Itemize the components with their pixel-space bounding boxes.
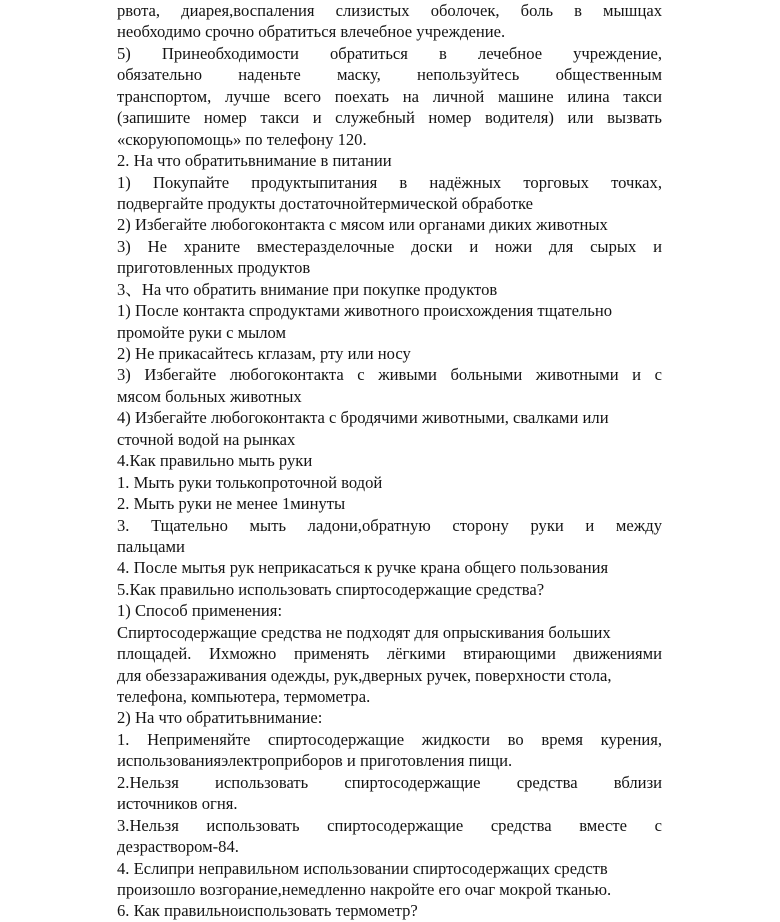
- text-line: телефона, компьютера, термометра.: [117, 687, 371, 706]
- text-line: 6. Как правильноиспользовать термометр?: [117, 901, 418, 921]
- text-line: площадей. Ихможно применять лёгкими втирающими движениями: [117, 644, 662, 664]
- text-line: 3) Избегайте любогоконтакта с живыми больными животными и с: [117, 365, 662, 385]
- text-line: 5) Принеобходимости обратиться в лечебное учреждение,: [117, 43, 662, 63]
- text-line: мясом больных животных: [117, 386, 302, 406]
- text-line: 3、На что обратить внимание при покупке продуктов: [117, 279, 498, 299]
- text-line: 1) Способ применения:: [117, 601, 283, 621]
- text-line: сточной водой на рынках: [117, 429, 296, 449]
- text-line: 3. Тщательно мыть ладони,обратную сторону руки и между: [117, 515, 662, 535]
- text-line: подвергайте продукты достаточнойтермической обработке: [117, 193, 533, 213]
- text-line: для обеззараживания одежды, рук,дверных ручек, поверхности стола,: [117, 665, 612, 685]
- text-line: Спиртосодержащие средства не подходят для опрыскивания больших: [117, 622, 611, 642]
- text-line: 2) Не прикасайтесь кглазам, рту или носу: [117, 344, 411, 363]
- text-line: источников огня.: [117, 794, 238, 814]
- text-line: транспортом, лучше всего поехать на личной машине илина такси: [117, 86, 662, 106]
- text-line: промойте руки с мылом: [117, 322, 286, 342]
- text-line: (запишите номер такси и служебный номер водителя) или вызвать: [117, 108, 662, 128]
- text-line: 1. Мыть руки толькопроточной водой: [117, 472, 383, 492]
- text-line: 5.Как правильно использовать спиртосодержащие средства?: [117, 579, 545, 599]
- text-line: 2.Нельзя использовать спиртосодержащие средства вблизи: [117, 772, 662, 792]
- text-line: 3.Нельзя использовать спиртосодержащие средства вместе с: [117, 815, 662, 835]
- text-line: 2. Мыть руки не менее 1минуты: [117, 494, 346, 514]
- text-line: 4.Как правильно мыть руки: [117, 451, 313, 471]
- text-line: 1. Неприменяйте спиртосодержащие жидкости во время курения,: [117, 729, 662, 749]
- text-line: произошло возгорание,немедленно накройте его очаг мокрой тканью.: [117, 879, 612, 899]
- text-line: 2. На что обратитьвнимание в питании: [117, 151, 392, 171]
- text-line: 2) На что обратитьвнимание:: [117, 708, 323, 728]
- text-line: 4) Избегайте любогоконтакта с бродячими животными, свалками или: [117, 408, 609, 428]
- text-line: 4. Еслипри неправильном использовании спиртосодержащих средств: [117, 858, 608, 878]
- text-line: рвота, диарея,воспаления слизистых оболочек, боль в мышцах: [117, 1, 662, 20]
- text-line: использованияэлектроприборов и приготовления пищи.: [117, 751, 513, 771]
- text-line: пальцами: [117, 536, 185, 556]
- text-line: 1) Покупайте продуктыпитания в надёжных торговых точках,: [117, 172, 662, 192]
- text-line: 4. После мытья рук неприкасаться к ручке крана общего пользования: [117, 558, 609, 578]
- document-page: [117, 0, 662, 922]
- text-line: 1) После контакта спродуктами животного происхождения тщательно: [117, 301, 613, 321]
- text-line: дезраствором-84.: [117, 837, 239, 857]
- text-line: обязательно наденьте маску, непользуйтесь общественным: [117, 65, 662, 85]
- text-line: приготовленных продуктов: [117, 258, 311, 278]
- text-line: «скоруюпомощь» по телефону 120.: [117, 129, 367, 149]
- text-line: необходимо срочно обратиться влечебное учреждение.: [117, 22, 506, 42]
- text-line: 3) Не храните вместеразделочные доски и ножи для сырых и: [117, 236, 662, 256]
- text-line: 2) Избегайте любогоконтакта с мясом или органами диких животных: [117, 215, 608, 235]
